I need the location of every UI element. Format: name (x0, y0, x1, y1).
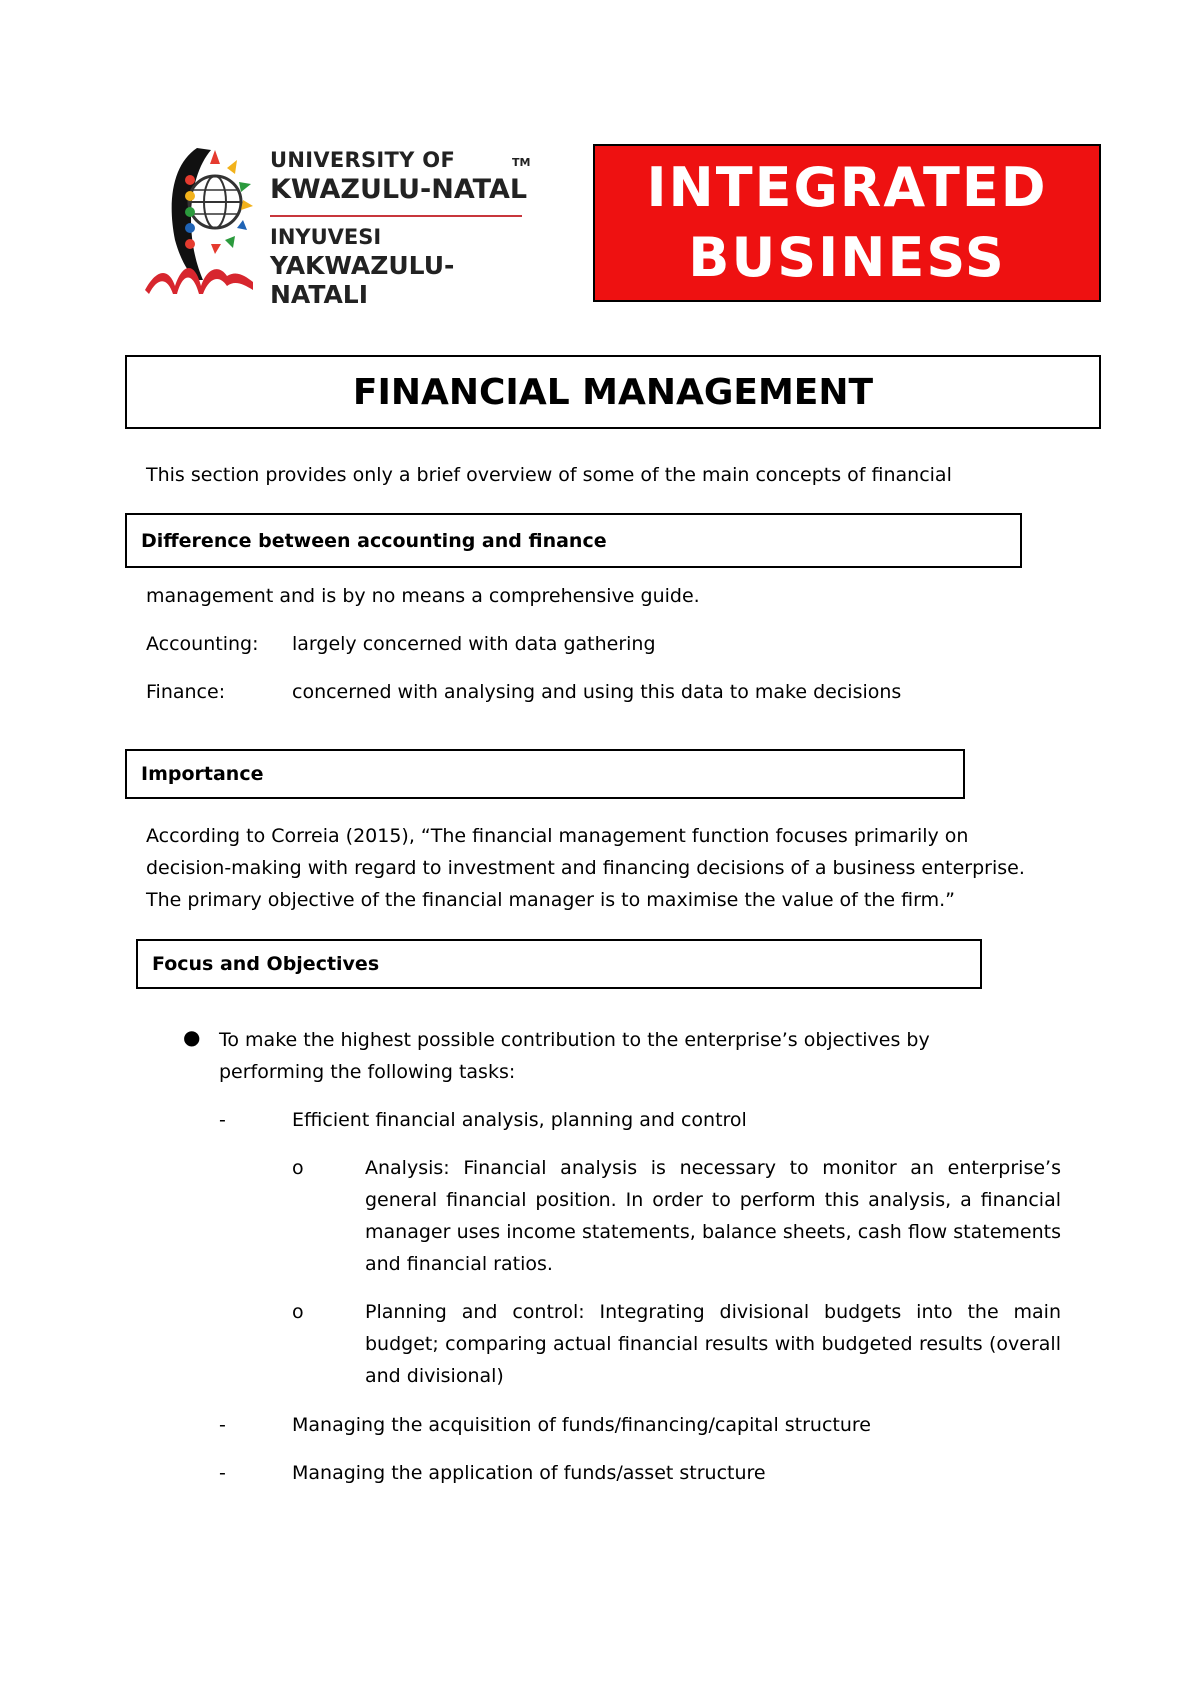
dash-marker: - (219, 1414, 226, 1436)
university-name-logo (270, 148, 535, 309)
task-item: Managing the application of funds/asset structure (292, 1462, 766, 1484)
section-heading-importance: Importance (125, 749, 965, 799)
section-heading-focus: Focus and Objectives (136, 939, 982, 989)
trademark-mark: TM (512, 156, 531, 169)
sub-marker: o (292, 1301, 304, 1323)
integrated-business-banner (593, 144, 1101, 302)
dash-marker: - (219, 1462, 226, 1484)
definition-text: concerned with analysing and using this data to make decisions (292, 681, 902, 703)
definition-label: Finance: (146, 681, 226, 703)
intro-text-continued: management and is by no means a comprehensive guide. (146, 585, 700, 607)
section-heading-difference: Difference between accounting and finance (125, 513, 1022, 568)
definition-text: largely concerned with data gathering (292, 633, 656, 655)
sub-marker: o (292, 1157, 304, 1179)
task-item: Managing the acquisition of funds/financing/capital structure (292, 1414, 871, 1436)
bullet-icon: ● (183, 1025, 201, 1049)
sub-item-analysis: Analysis: Financial analysis is necessary to monitor an enterprise’s general financial position. In order to perform this analysis, a financial manager uses income statements, balance sheets, cash flow statements and financial ratios. (365, 1157, 1061, 1275)
definition-row-finance (146, 676, 901, 708)
quote-line: According to Correia (2015), “The financial management function focuses primarily on (146, 825, 969, 847)
logo-line-3: INYUVESI (270, 225, 382, 249)
focus-bullet-text: To make the highest possible contribution to the enterprise’s objectives by performing the following tasks: (219, 1029, 930, 1083)
banner-line-2: BUSINESS (688, 226, 1006, 289)
task-item: Efficient financial analysis, planning and control (292, 1109, 747, 1131)
dash-marker: - (219, 1109, 226, 1131)
quote-line: The primary objective of the financial manager is to maximise the value of the firm.” (146, 889, 955, 911)
logo-line-4: YAKWAZULU-NATALI (270, 251, 455, 309)
globe-icon (189, 176, 241, 228)
sub-item-planning: Planning and control: Integrating divisional budgets into the main budget; comparing actual financial results with budgeted results (overall and divisional) (365, 1301, 1061, 1387)
logo-line-1: UNIVERSITY OF (270, 148, 456, 172)
logo-divider (270, 215, 522, 217)
page-title: FINANCIAL MANAGEMENT (125, 355, 1101, 429)
logo-line-2: KWAZULU-NATAL (270, 174, 528, 205)
intro-text: This section provides only a brief overview of some of the main concepts of financial (146, 464, 952, 486)
importance-quote (146, 820, 1025, 916)
definition-label: Accounting: (146, 633, 259, 655)
university-seal-logo (145, 140, 265, 300)
definition-row-accounting (146, 628, 656, 660)
banner-line-1: INTEGRATED (646, 156, 1048, 219)
quote-line: decision-making with regard to investment and financing decisions of a business enterprise. (146, 857, 1025, 879)
